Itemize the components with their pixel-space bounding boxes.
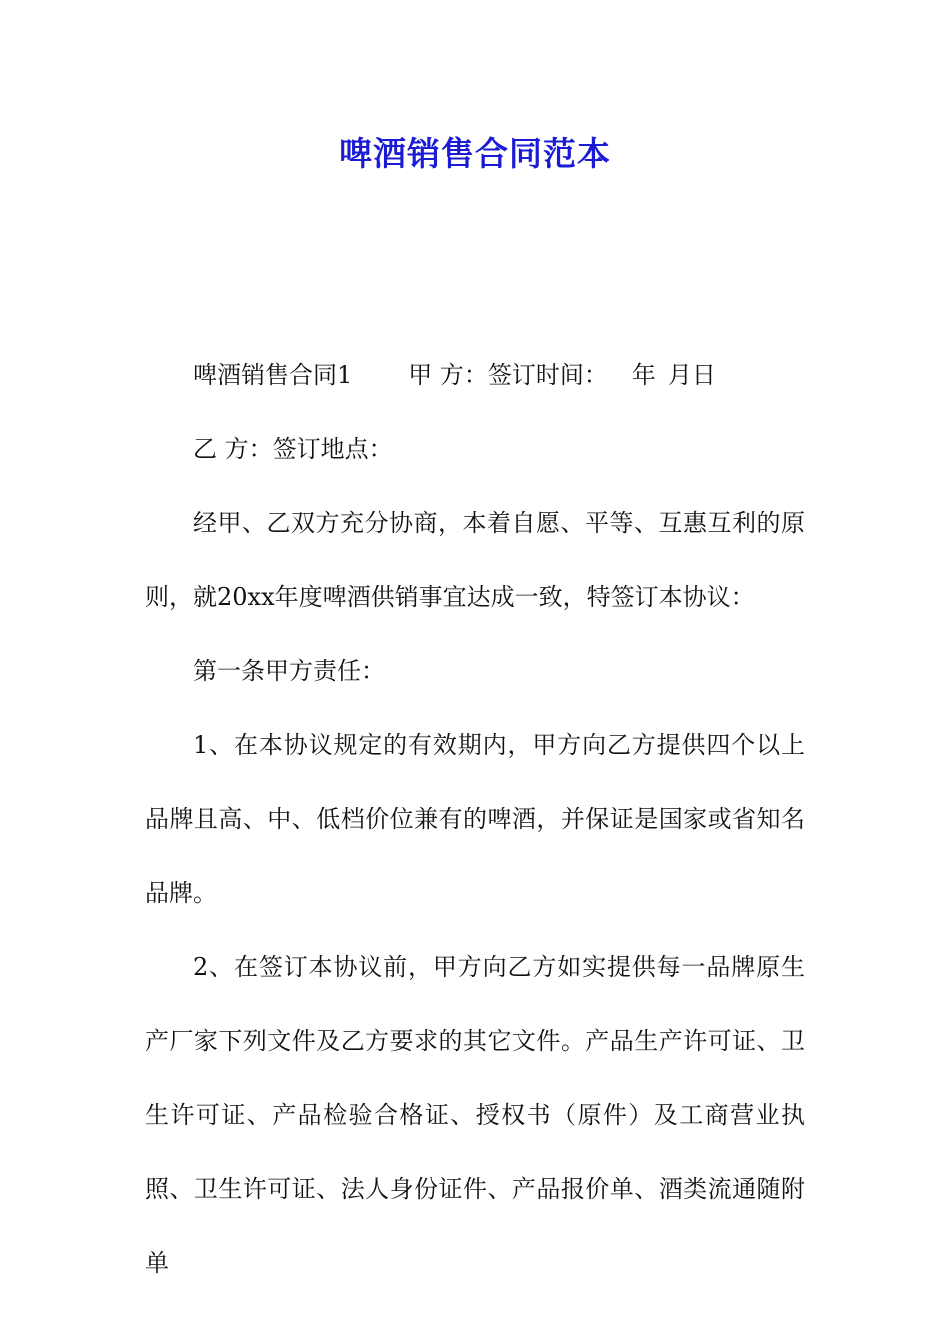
paragraph-preamble: 经甲、乙双方充分协商，本着自愿、平等、互惠互利的原则，就20xx年度啤酒供销事宜达成一致，特签订本协议： [145,509,805,611]
party-b-line: 乙 方：签订地点： [193,435,393,463]
clause-2: 2、在签订本协议前，甲方向乙方如实提供每一品牌原生产厂家下列文件及乙方要求的其它文件。产品生产许可证、卫生许可证、产品检验合格证、授权书（原件）及工商营业执照、卫生许可证、法人身份证件、产品报价单、酒类流通随附单 [145,953,805,1277]
document-title: 啤酒销售合同范本 [339,134,611,173]
date-month-day: 月日 [667,361,716,389]
date-year: 年 [631,361,656,389]
header-line [145,338,805,412]
contract-name: 啤酒销售合同1 [193,361,353,389]
clause-1: 1、在本协议规定的有效期内，甲方向乙方提供四个以上品牌且高、中、低档价位兼有的啤酒，并保证是国家或省知名品牌。 [145,731,805,907]
party-a-label: 甲 方：签订时间： [408,361,608,389]
article-1-heading: 第一条甲方责任： [193,657,385,685]
document-body [145,338,805,1300]
